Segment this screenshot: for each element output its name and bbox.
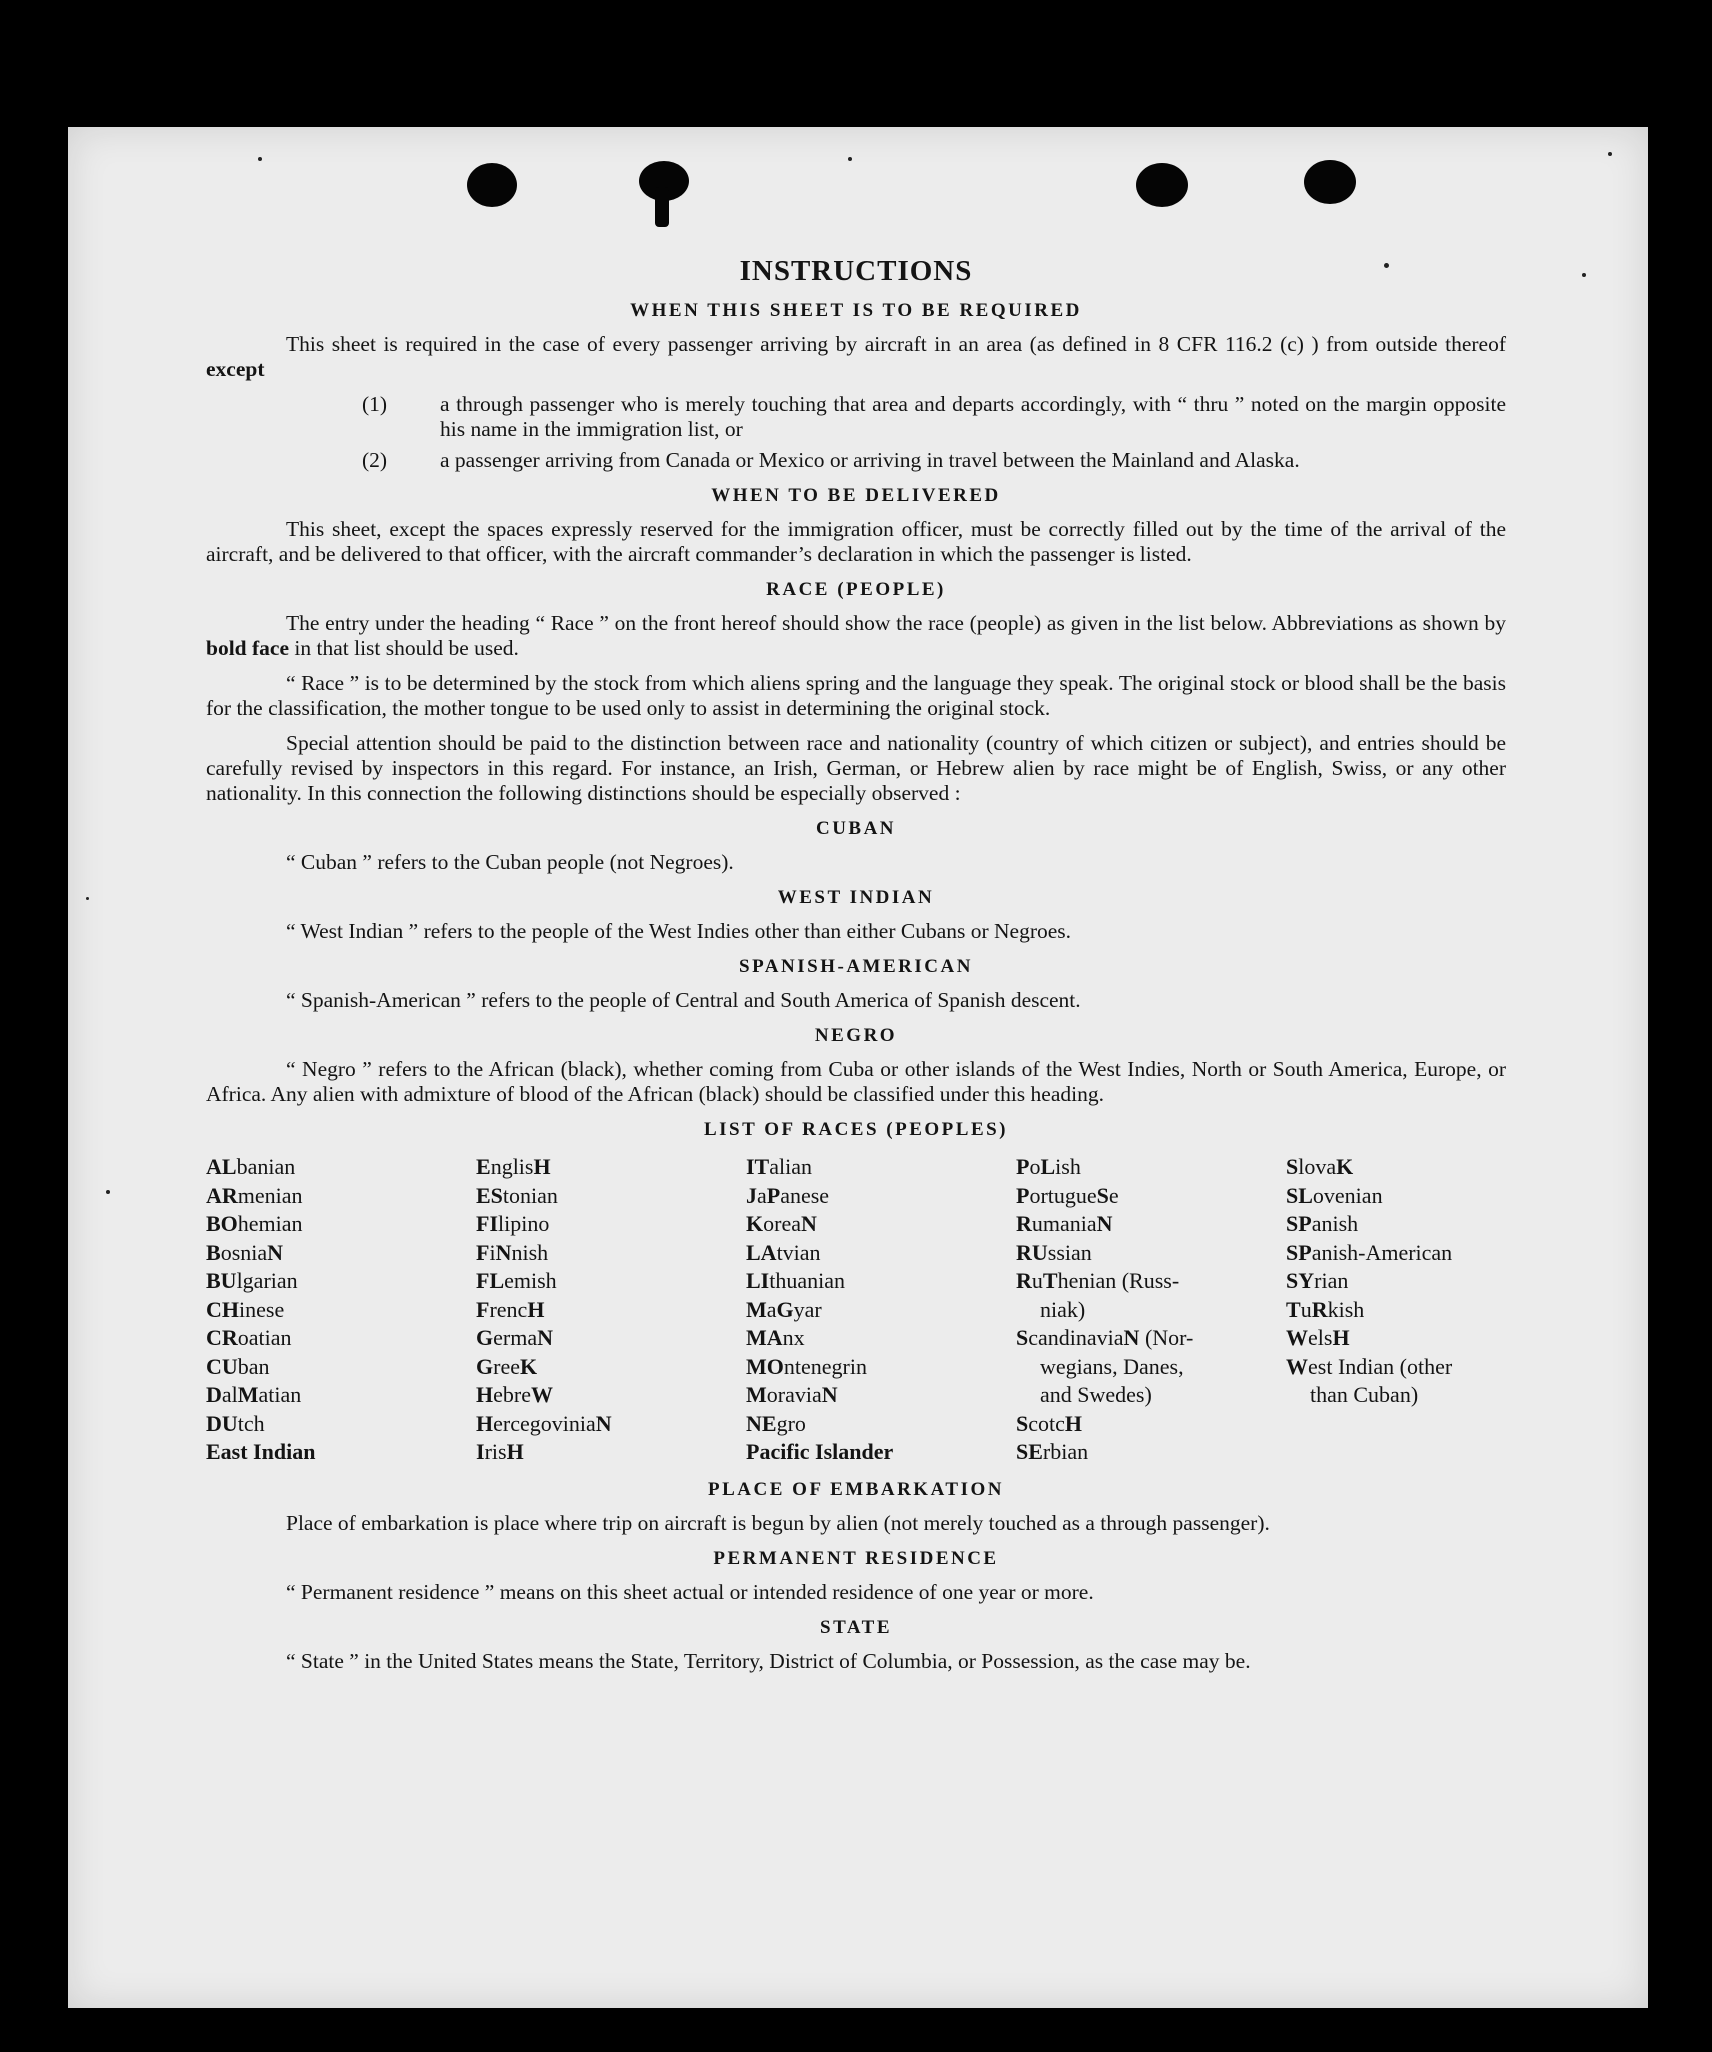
race-abbreviation: N	[1096, 1211, 1113, 1236]
race-abbreviation: H	[476, 1382, 494, 1407]
west-indian-text: “ West Indian ” refers to the people of the West Indies other than either Cubans or Negroes.	[286, 919, 1072, 943]
race-abbreviation: T	[1042, 1268, 1058, 1293]
race-abbreviation: K	[1336, 1154, 1354, 1179]
race-entry	[476, 1239, 746, 1268]
race-abbreviation: H	[1332, 1325, 1350, 1350]
race-abbreviation: I	[476, 1439, 485, 1464]
dust-speck	[1608, 152, 1612, 156]
dust-speck	[86, 897, 89, 900]
race-name-part: osnia	[220, 1239, 268, 1265]
race-abbreviation: AL	[206, 1154, 237, 1179]
race-entry: than Cuban)	[1310, 1382, 1419, 1407]
section-heading-race: RACE (PEOPLE)	[766, 579, 946, 600]
race-name-part: candinavia	[1028, 1325, 1124, 1350]
race-entry	[1286, 1296, 1526, 1325]
race-name-part: inese	[239, 1296, 285, 1322]
race-name-part: anish-American	[1311, 1239, 1453, 1265]
race-abbreviation: G	[476, 1325, 494, 1350]
race-name-part: thuanian	[769, 1268, 846, 1293]
race-entry	[746, 1182, 1016, 1211]
race-abbreviation: SL	[1286, 1182, 1313, 1208]
race-entry	[476, 1267, 746, 1296]
race-entry	[746, 1153, 1016, 1182]
race-name-part: ree	[493, 1353, 520, 1379]
race-entry	[746, 1324, 1016, 1353]
race-entry	[1016, 1267, 1286, 1296]
race-entry	[206, 1296, 476, 1325]
race-entry	[206, 1267, 476, 1296]
race-abbreviation: W	[1286, 1353, 1308, 1379]
race-abbreviation: LI	[746, 1268, 770, 1293]
race-abbreviation: AR	[206, 1182, 238, 1208]
race-name-part: u	[1300, 1296, 1312, 1322]
race-name-part: henian (Russ-	[1057, 1268, 1180, 1293]
spanish-american-text: “ Spanish-American ” refers to the people of Central and South America of Spanish descent.	[286, 988, 1081, 1012]
race-name-part: u	[1031, 1268, 1043, 1293]
race-name-part: o	[1029, 1154, 1041, 1179]
negro-text: “ Negro ” refers to the African (black), whether coming from Cuba or other islands of the West Indies, North or South America, Europe, or Africa. Any alien with admixture of blood of the African (black) should be classified under this heading.	[206, 1057, 1506, 1106]
race-entry	[1286, 1182, 1526, 1211]
race-name-part: atian	[258, 1382, 302, 1407]
race-entry	[1016, 1324, 1286, 1353]
race-name-part: umania	[1031, 1211, 1097, 1236]
races-column	[746, 1153, 1016, 1467]
race-abbreviation: R	[1311, 1296, 1328, 1322]
section-heading-state: STATE	[820, 1616, 892, 1638]
race-abbreviation: ES	[476, 1182, 503, 1208]
race-entry	[206, 1410, 476, 1439]
race-abbreviation: BO	[206, 1211, 238, 1236]
race-abbreviation: MA	[746, 1325, 783, 1350]
race-abbreviation: S	[1286, 1154, 1299, 1179]
race-name-part: anish	[1311, 1211, 1359, 1236]
race-abbreviation: P	[1016, 1182, 1030, 1208]
race-abbreviation: H	[1064, 1410, 1083, 1436]
residence-text: “ Permanent residence ” means on this sheet actual or intended residence of one year or more.	[286, 1579, 1094, 1604]
races-list	[206, 1153, 1506, 1467]
race-entry	[476, 1353, 746, 1382]
intro-text: This sheet is required in the case of every passenger arriving by aircraft in an area (as defined in 8 CFR 116.2 (c) ) from outside thereof	[286, 332, 1506, 356]
race-name-part: tch	[237, 1410, 265, 1436]
race-abbreviation: L	[1040, 1154, 1056, 1179]
race-abbreviation: F	[476, 1296, 490, 1322]
exception-item-1	[206, 392, 1506, 442]
race-name-part: ebre	[493, 1382, 531, 1407]
race-entry	[1016, 1239, 1286, 1268]
race-entry	[1016, 1438, 1286, 1467]
race-abbreviation: P	[766, 1182, 781, 1208]
races-column	[476, 1153, 746, 1467]
race-abbreviation: W	[1286, 1325, 1308, 1350]
race-entry	[206, 1438, 476, 1467]
race-abbreviation: K	[746, 1211, 764, 1236]
race-entry	[746, 1296, 1016, 1325]
race-entry	[1286, 1324, 1526, 1353]
race-p1-text: The entry under the heading “ Race ” on the front hereof should show the race (people) as given in the list below. Abbreviations as shown by	[286, 611, 1506, 635]
race-abbreviation: N	[595, 1410, 612, 1436]
race-abbreviation: B	[206, 1239, 221, 1265]
race-name-part: renc	[489, 1296, 528, 1322]
race-abbreviation: T	[1286, 1296, 1301, 1322]
race-name-part: est Indian (other	[1308, 1353, 1453, 1379]
race-abbreviation: Pacific Islander	[746, 1439, 894, 1464]
race-name-part: ban	[237, 1353, 270, 1379]
race-abbreviation: G	[776, 1296, 794, 1322]
race-name-part: orea	[763, 1211, 801, 1236]
race-entry	[1286, 1353, 1526, 1382]
race-abbreviation: R	[1016, 1211, 1032, 1236]
race-entry	[206, 1210, 476, 1239]
race-abbreviation: P	[1016, 1154, 1030, 1179]
race-name-part: nx	[782, 1325, 805, 1350]
race-abbreviation: NE	[746, 1410, 777, 1436]
race-name-part: lova	[1298, 1154, 1337, 1179]
race-name-part: hemian	[237, 1211, 303, 1236]
race-entry: and Swedes)	[1040, 1382, 1152, 1407]
race-name-part: e	[1108, 1182, 1119, 1208]
races-column	[1016, 1153, 1286, 1467]
race-paragraph-2: “ Race ” is to be determined by the stock from which aliens spring and the language they speak. The original stock or blood shall be the basis for the classification, the mother tongue to be used only to assist in determining the original stock.	[206, 671, 1506, 720]
race-paragraph-1	[206, 611, 1506, 661]
race-abbreviation: M	[237, 1382, 259, 1407]
race-name-part: els	[1308, 1325, 1333, 1350]
race-abbreviation: M	[746, 1382, 767, 1407]
race-name-part: rbian	[1042, 1439, 1089, 1464]
race-p1-bold: bold face	[206, 636, 290, 660]
race-entry	[206, 1153, 476, 1182]
race-name-part: ovenian	[1312, 1182, 1383, 1208]
item-text: a passenger arriving from Canada or Mexico or arriving in travel between the Mainland and Alaska.	[440, 448, 1300, 472]
race-entry	[1016, 1153, 1286, 1182]
race-abbreviation: IT	[746, 1154, 770, 1179]
race-abbreviation: R	[1016, 1268, 1032, 1293]
race-abbreviation: FI	[476, 1211, 498, 1236]
race-entry	[746, 1239, 1016, 1268]
race-abbreviation: N	[495, 1239, 512, 1265]
when-delivered-text: This sheet, except the spaces expressly reserved for the immigration officer, must be correctly filled out by the time of the arrival of the aircraft, and be delivered to that officer, with the aircraft commander’s declaration in which the passenger is listed.	[206, 517, 1506, 566]
races-column	[206, 1153, 476, 1467]
item-text: a through passenger who is merely touching that area and departs accordingly, with “ thru ” noted on the margin opposite his name in the immigration list, or	[440, 392, 1506, 441]
race-abbreviation: D	[206, 1382, 222, 1407]
dust-speck	[1582, 273, 1586, 277]
punch-hole	[1304, 160, 1356, 204]
race-name-part: yar	[793, 1296, 822, 1322]
punch-hole	[467, 163, 517, 207]
race-name-part: ish	[1055, 1154, 1081, 1179]
race-name-part: al	[221, 1382, 238, 1407]
race-abbreviation: H	[476, 1410, 494, 1436]
race-entry	[746, 1353, 1016, 1382]
race-entry	[1286, 1239, 1526, 1268]
race-abbreviation: S	[1096, 1182, 1109, 1208]
races-column	[1286, 1153, 1526, 1467]
race-name-part: alian	[769, 1154, 813, 1179]
race-entry	[1286, 1153, 1526, 1182]
race-entry	[476, 1182, 746, 1211]
race-abbreviation: SE	[1016, 1439, 1043, 1464]
race-abbreviation: LA	[746, 1239, 777, 1265]
race-abbreviation: FL	[476, 1268, 505, 1293]
race-name-part: banian	[236, 1154, 296, 1179]
race-name-part: a	[766, 1296, 777, 1322]
race-p1-text-end: in that list should be used.	[289, 636, 519, 660]
race-entry	[1286, 1267, 1526, 1296]
punch-hole	[1136, 163, 1188, 207]
punch-hole-tab	[655, 187, 669, 227]
race-entry: wegians, Danes,	[1040, 1353, 1184, 1379]
race-entry	[206, 1239, 476, 1268]
race-abbreviation: F	[476, 1239, 490, 1265]
race-entry	[1016, 1210, 1286, 1239]
dust-speck	[848, 157, 852, 161]
race-abbreviation: DU	[206, 1410, 238, 1436]
instructions-content	[206, 255, 1506, 1684]
race-abbreviation: MO	[746, 1353, 784, 1379]
race-entry	[476, 1153, 746, 1182]
race-name-part: nglis	[490, 1154, 534, 1179]
race-abbreviation: CH	[206, 1296, 239, 1322]
race-entry	[746, 1438, 1016, 1467]
race-abbreviation: W	[530, 1382, 553, 1407]
race-entry	[206, 1381, 476, 1410]
race-abbreviation: J	[746, 1182, 757, 1208]
race-abbreviation: M	[746, 1296, 767, 1322]
race-abbreviation: SY	[1286, 1268, 1315, 1293]
when-required-intro	[206, 332, 1506, 382]
race-entry	[1016, 1410, 1286, 1439]
race-name-part: i	[489, 1239, 496, 1265]
race-abbreviation: N	[800, 1211, 817, 1236]
section-heading-when-delivered: WHEN TO BE DELIVERED	[711, 485, 1001, 506]
race-name-part: emish	[504, 1268, 557, 1293]
race-name-part: rian	[1314, 1268, 1349, 1293]
section-heading-cuban: CUBAN	[815, 818, 897, 839]
race-entry	[476, 1324, 746, 1353]
race-entry	[206, 1182, 476, 1211]
race-entry	[206, 1324, 476, 1353]
race-name-part: cotc	[1028, 1410, 1065, 1436]
race-name-part: tvian	[776, 1239, 821, 1265]
race-abbreviation: N	[537, 1325, 553, 1350]
dust-speck	[258, 157, 262, 161]
race-name-part: oravia	[766, 1382, 822, 1407]
race-name-part: anese	[780, 1182, 830, 1208]
race-name-part: ortugue	[1029, 1182, 1097, 1208]
race-name-part: menian	[237, 1182, 303, 1208]
race-abbreviation: East Indian	[206, 1439, 316, 1464]
race-entry	[206, 1353, 476, 1382]
race-entry	[746, 1410, 1016, 1439]
race-abbreviation: G	[476, 1353, 494, 1379]
section-heading-residence: PERMANENT RESIDENCE	[713, 1547, 999, 1569]
race-name-part: oatian	[237, 1325, 292, 1350]
race-entry	[476, 1410, 746, 1439]
race-entry	[476, 1296, 746, 1325]
section-heading-when-required: WHEN THIS SHEET IS TO BE REQUIRED	[630, 300, 1082, 321]
race-name-part: (Nor-	[1139, 1325, 1194, 1350]
race-abbreviation: SP	[1286, 1239, 1312, 1265]
race-abbreviation: H	[506, 1439, 524, 1464]
dust-speck	[106, 1190, 110, 1194]
race-abbreviation: E	[476, 1154, 491, 1179]
race-name-part: tonian	[502, 1182, 558, 1208]
race-entry	[746, 1210, 1016, 1239]
section-heading-negro: NEGRO	[814, 1025, 898, 1046]
race-entry	[1286, 1210, 1526, 1239]
race-abbreviation: S	[1016, 1410, 1029, 1436]
race-abbreviation: SP	[1286, 1211, 1312, 1236]
race-name-part: gro	[776, 1410, 806, 1436]
race-entry	[476, 1438, 746, 1467]
race-name-part: ntenegrin	[783, 1353, 867, 1379]
race-name-part: ris	[484, 1439, 507, 1464]
cuban-text: “ Cuban ” refers to the Cuban people (not Negroes).	[286, 850, 734, 874]
race-name-part: ssian	[1047, 1239, 1092, 1265]
section-heading-embarkation: PLACE OF EMBARKATION	[708, 1478, 1004, 1500]
race-abbreviation: RU	[1016, 1239, 1048, 1265]
race-abbreviation: S	[1016, 1325, 1029, 1350]
embarkation-text: Place of embarkation is place where trip on aircraft is begun by alien (not merely touched as a through passenger).	[286, 1510, 1270, 1535]
race-abbreviation: H	[527, 1296, 545, 1322]
race-name-part: nish	[511, 1239, 549, 1265]
race-abbreviation: CR	[206, 1325, 238, 1350]
exception-item-2	[206, 448, 1506, 473]
race-entry	[476, 1210, 746, 1239]
race-name-part: lipino	[498, 1211, 550, 1236]
race-entry: niak)	[1040, 1296, 1086, 1322]
race-entry	[1016, 1182, 1286, 1211]
race-entry	[746, 1381, 1016, 1410]
race-abbreviation: N	[1123, 1325, 1140, 1350]
section-heading-list-of-races: LIST OF RACES (PEOPLES)	[703, 1119, 1009, 1140]
section-heading-west-indian: WEST INDIAN	[777, 887, 935, 908]
race-abbreviation: N	[821, 1382, 838, 1407]
item-number: (2)	[362, 448, 388, 472]
race-entry	[476, 1381, 746, 1410]
race-abbreviation: K	[519, 1353, 538, 1379]
page-title: INSTRUCTIONS	[739, 255, 973, 287]
section-heading-spanish-american: SPANISH-AMERICAN	[739, 956, 973, 977]
document-page	[68, 127, 1648, 2008]
race-name-part: erma	[493, 1325, 538, 1350]
race-abbreviation: N	[267, 1239, 284, 1265]
state-text: “ State ” in the United States means the State, Territory, District of Columbia, or Possession, as the case may be.	[286, 1648, 1251, 1673]
race-name-part: lgarian	[236, 1268, 298, 1293]
race-name-part: kish	[1327, 1296, 1365, 1322]
intro-except: except	[206, 357, 265, 381]
race-entry	[746, 1267, 1016, 1296]
race-name-part: ercegovinia	[493, 1410, 596, 1436]
item-number: (1)	[362, 392, 388, 416]
race-abbreviation: BU	[206, 1268, 237, 1293]
race-paragraph-3: Special attention should be paid to the distinction between race and nationality (country of which citizen or subject), and entries should be carefully revised by inspectors in this regard. For instance, an Irish, German, or Hebrew alien by race might be of English, Swiss, or any other nationality. In this connection the following distinctions should be especially observed :	[206, 731, 1506, 805]
race-abbreviation: H	[533, 1154, 551, 1179]
race-name-part: a	[757, 1182, 767, 1208]
race-abbreviation: CU	[206, 1353, 238, 1379]
